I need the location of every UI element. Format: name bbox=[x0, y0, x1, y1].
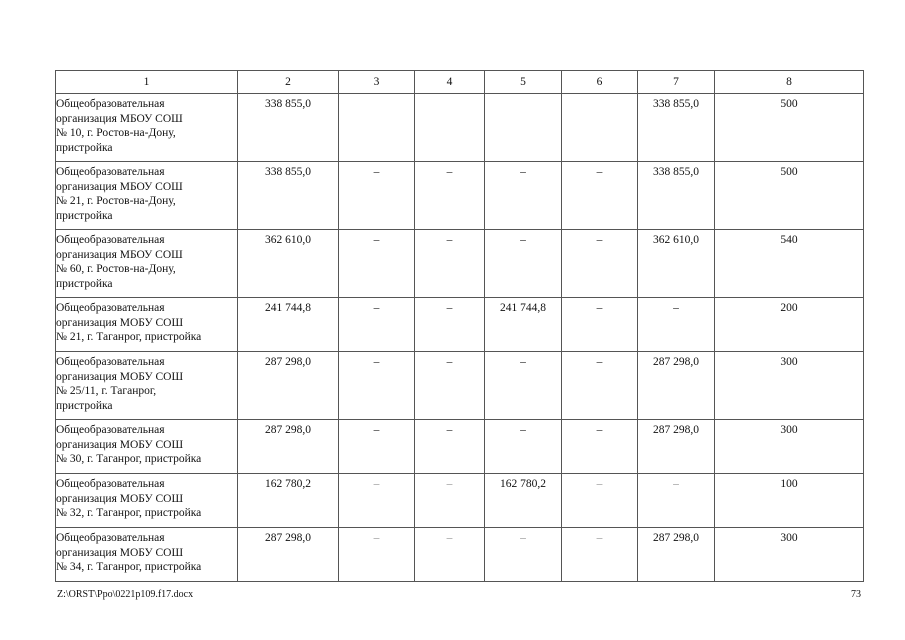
row-name-line: организация МОБУ СОШ bbox=[56, 438, 184, 451]
table-body bbox=[56, 94, 864, 582]
table-row bbox=[56, 230, 864, 298]
row-name-line: организация МБОУ СОШ bbox=[56, 180, 183, 193]
cell-col-4: – bbox=[415, 230, 485, 298]
row-name-line: Общеобразовательная bbox=[56, 532, 165, 544]
row-name-line: Общеобразовательная bbox=[56, 98, 165, 110]
column-header-5: 5 bbox=[485, 71, 562, 94]
cell-col-6: – bbox=[562, 528, 638, 582]
row-name-line: № 10, г. Ростов-на-Дону, bbox=[56, 127, 176, 139]
cell-col-7: 287 298,0 bbox=[638, 420, 715, 474]
column-header-7: 7 bbox=[638, 71, 715, 94]
cell-col-4: – bbox=[415, 528, 485, 582]
row-name-line: № 34, г. Таганрог, пристройка bbox=[56, 561, 202, 573]
row-name-line: пристройка bbox=[56, 399, 113, 412]
cell-col-7: 287 298,0 bbox=[638, 352, 715, 420]
cell-col-5: – bbox=[485, 230, 562, 298]
column-header-3: 3 bbox=[339, 71, 415, 94]
table-row bbox=[56, 474, 864, 528]
cell-col-5: – bbox=[485, 420, 562, 474]
cell-col-7: 338 855,0 bbox=[638, 94, 715, 162]
data-table bbox=[55, 70, 864, 582]
cell-col-2: 287 298,0 bbox=[238, 352, 339, 420]
column-header-1: 1 bbox=[56, 71, 238, 94]
cell-col-2: 287 298,0 bbox=[238, 528, 339, 582]
row-name-line: Общеобразовательная bbox=[56, 234, 165, 246]
cell-col-4: – bbox=[415, 162, 485, 230]
row-name-line: № 32, г. Таганрог, пристройка bbox=[56, 507, 202, 519]
row-name-line: Общеобразовательная bbox=[56, 478, 165, 490]
row-name-cell bbox=[56, 420, 238, 474]
cell-col-8: 500 bbox=[715, 94, 864, 162]
cell-col-5: 241 744,8 bbox=[485, 298, 562, 352]
row-name-line: пристройка bbox=[56, 277, 113, 290]
cell-col-4: – bbox=[415, 474, 485, 528]
row-name-cell bbox=[56, 162, 238, 230]
cell-col-4 bbox=[415, 94, 485, 162]
cell-col-5: – bbox=[485, 162, 562, 230]
table-row bbox=[56, 352, 864, 420]
row-name-line: организация МБОУ СОШ bbox=[56, 248, 183, 261]
row-name-line: организация МОБУ СОШ bbox=[56, 370, 184, 383]
cell-col-2: 338 855,0 bbox=[238, 162, 339, 230]
cell-col-3: – bbox=[339, 230, 415, 298]
cell-col-3: – bbox=[339, 528, 415, 582]
row-name-line: Общеобразовательная bbox=[56, 302, 165, 314]
footer-file-path: Z:\ORST\Ppo\0221p109.f17.docx bbox=[57, 589, 194, 600]
cell-col-4: – bbox=[415, 298, 485, 352]
column-header-8: 8 bbox=[715, 71, 864, 94]
cell-col-6: – bbox=[562, 298, 638, 352]
cell-col-7: 338 855,0 bbox=[638, 162, 715, 230]
row-name-cell bbox=[56, 528, 238, 582]
cell-col-2: 287 298,0 bbox=[238, 420, 339, 474]
row-name-line: № 30, г. Таганрог, пристройка bbox=[56, 453, 202, 465]
footer-page-number: 73 bbox=[851, 589, 861, 600]
row-name-line: организация МБОУ СОШ bbox=[56, 112, 183, 125]
cell-col-8: 300 bbox=[715, 352, 864, 420]
table-row bbox=[56, 528, 864, 582]
cell-col-3: – bbox=[339, 298, 415, 352]
row-name-line: № 21, г. Таганрог, пристройка bbox=[56, 331, 202, 343]
column-header-6: 6 bbox=[562, 71, 638, 94]
cell-col-5: 162 780,2 bbox=[485, 474, 562, 528]
cell-col-6: – bbox=[562, 474, 638, 528]
cell-col-7: 362 610,0 bbox=[638, 230, 715, 298]
cell-col-8: 540 bbox=[715, 230, 864, 298]
row-name-line: организация МОБУ СОШ bbox=[56, 492, 184, 505]
cell-col-4: – bbox=[415, 420, 485, 474]
cell-col-6: – bbox=[562, 420, 638, 474]
row-name-line: Общеобразовательная bbox=[56, 424, 165, 436]
row-name-line: организация МОБУ СОШ bbox=[56, 546, 184, 559]
cell-col-2: 162 780,2 bbox=[238, 474, 339, 528]
cell-col-6 bbox=[562, 94, 638, 162]
table-row bbox=[56, 298, 864, 352]
row-name-cell bbox=[56, 230, 238, 298]
cell-col-3 bbox=[339, 94, 415, 162]
row-name-line: № 25/11, г. Таганрог, bbox=[56, 385, 157, 397]
row-name-line: пристройка bbox=[56, 209, 113, 222]
cell-col-7: 287 298,0 bbox=[638, 528, 715, 582]
row-name-line: № 21, г. Ростов-на-Дону, bbox=[56, 195, 176, 207]
row-name-line: организация МОБУ СОШ bbox=[56, 316, 184, 329]
cell-col-8: 100 bbox=[715, 474, 864, 528]
cell-col-3: – bbox=[339, 162, 415, 230]
row-name-cell bbox=[56, 474, 238, 528]
cell-col-5 bbox=[485, 94, 562, 162]
cell-col-2: 241 744,8 bbox=[238, 298, 339, 352]
cell-col-6: – bbox=[562, 352, 638, 420]
cell-col-8: 200 bbox=[715, 298, 864, 352]
cell-col-2: 362 610,0 bbox=[238, 230, 339, 298]
cell-col-8: 500 bbox=[715, 162, 864, 230]
cell-col-3: – bbox=[339, 420, 415, 474]
cell-col-8: 300 bbox=[715, 528, 864, 582]
column-header-2: 2 bbox=[238, 71, 339, 94]
cell-col-8: 300 bbox=[715, 420, 864, 474]
row-name-line: Общеобразовательная bbox=[56, 166, 165, 178]
cell-col-2: 338 855,0 bbox=[238, 94, 339, 162]
table-row bbox=[56, 420, 864, 474]
cell-col-7: – bbox=[638, 298, 715, 352]
table-header-row bbox=[56, 71, 864, 94]
cell-col-5: – bbox=[485, 528, 562, 582]
column-header-4: 4 bbox=[415, 71, 485, 94]
row-name-cell bbox=[56, 352, 238, 420]
cell-col-4: – bbox=[415, 352, 485, 420]
row-name-cell bbox=[56, 298, 238, 352]
table-row bbox=[56, 162, 864, 230]
table-row bbox=[56, 94, 864, 162]
cell-col-5: – bbox=[485, 352, 562, 420]
row-name-line: Общеобразовательная bbox=[56, 356, 165, 368]
row-name-line: пристройка bbox=[56, 141, 113, 154]
cell-col-3: – bbox=[339, 474, 415, 528]
row-name-line: № 60, г. Ростов-на-Дону, bbox=[56, 263, 176, 275]
row-name-cell bbox=[56, 94, 238, 162]
cell-col-3: – bbox=[339, 352, 415, 420]
cell-col-6: – bbox=[562, 230, 638, 298]
cell-col-6: – bbox=[562, 162, 638, 230]
cell-col-7: – bbox=[638, 474, 715, 528]
